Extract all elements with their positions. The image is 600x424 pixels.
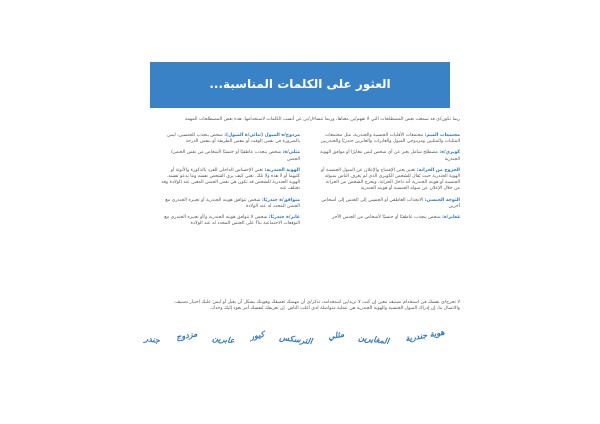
glossary-entry [320,168,460,193]
glossary-definition: الانجذاب العاطفي أو الجنسي إلى الجنس إلى أشخاص آخرين [321,197,460,209]
glossary-definition: شخص لا تتوافق هويته الجندرية و/أو تعبيره الجندري مع التوقعات الاجتماعية بناءً على الجنس المحدد له عند الولادة [164,215,300,227]
glossary-term: عابر/ة جندريًا: [268,215,300,221]
glossary-term: التوجه الجنسي: [424,197,460,203]
handwritten-word: جندر [143,332,161,345]
glossary-entry [320,198,460,210]
handwritten-word: المغايرين [358,331,390,347]
handwritten-word: عابرين [211,332,235,346]
glossary-entry [160,198,300,210]
handwritten-words [143,326,446,347]
left-column [160,133,300,232]
glossary-term: مُغاير/ة: [442,215,460,221]
glossary-entry [320,215,460,221]
glossary-entry [160,150,300,162]
intro-paragraph: ربما تكون/ي قد سمعت بعض المصطلحات التي لا تفهم/ين معناها، وربما تتساءل/ين عن أنسب الكلمات لاستخدامها. هذه بعض المصطلحات المهمة [184,117,460,122]
glossary-term: مزدوج/ة الميول (ثنائي/ة الميول): [224,133,300,138]
handwritten-word: مثلي [327,328,345,342]
handwritten-word: مزدوج [175,328,198,342]
glossary-definition: تعني الإحساس الداخلي للفرد بالذكورة والأنوثة أو كليهما أو لا هذه ولا تلك. تعني كيف يرى الشخص نفسه وما يدعو نفسه. الهوية الجندرية للشخص قد تكون هي نفس الجنس المعين عند الولادة وقد تختلف عنه [161,167,300,192]
glossary-definition: مصطلح شامل يعبر عن أي شخص ليس مغايرًا أو موافق الهوية الجندرية [320,150,460,162]
title-banner [150,62,450,108]
glossary-term: متوافق/ة جندريًا: [261,197,300,203]
handwritten-word: الترسكس [278,331,313,347]
glossary-entry [160,215,300,227]
glossary-definition: شخص ينجذب عاطفيًا أو جنسيًا لأشخاص من الجنس الآخر [332,215,443,221]
handwritten-word: هوية جندرية [404,326,446,344]
glossary-term: كويري/ة: [439,150,460,156]
glossary-entry [160,168,300,193]
footer-paragraph: لا تحرج/ي نفسك في استخدام تصنيف معين إن كنت لا تريد/ين استخدامه، تذكر/ي أن مهمتك تعميقك وهويتك بشكل آن يقبل أو ليس عليك اختيار تصنيف. والاتصال بنا، إن إدراك الميول الجنسية والهوية الجندرية هي عملية متواصلة لدى أغلب الناس. إن تعريفك لنفسك أمر يعود إليك وحدك. [173,300,460,312]
glossary-term: مجتمعات الميم: [424,133,460,138]
handwritten-word: كيور [249,328,266,342]
glossary-definition: شخص تتوافق هويته الجندرية أو تعبيره الجندري مع الجنس المحدد له عند الولادة [165,197,300,209]
glossary-definition: مجتمعات الأقليات الجنسية والجندرية، مثل مجتمعات المثليات والمثليين ومزدوجي الميول والعابرات والعابرين جندريًا والجندريين [320,133,460,145]
glossary-term: مثلي/ة: [282,150,300,156]
glossary-entry [160,133,300,145]
page-title: العثور على الكلمات المناسبة... [209,77,391,91]
glossary-entry [320,133,460,145]
glossary-definition: شخص ينجذب عاطفيًا أو جنسيًا لأشخاص من نفس الجنس/الجنس [170,150,300,162]
glossary-definition: تعبير يعني الإفصاح والإعلان عن الميول الجنسية أو الهوية الجندرية حيث يُقال للشخص الكويري الذي لم يعرف الناس بميوله الجنسية أو هويته الجندرية أنه داخل الخزانة، ويخرج الشخص من الخزانة من خلال الإعلان عن ميوله الجنسية أو هويته الجندرية [321,167,460,192]
document-page [140,0,460,424]
glossary-entry [320,150,460,162]
right-column [320,133,460,226]
glossary-term: الهوية الجندرية: [264,167,300,173]
glossary-definition: شخص ينجذب للجنسين، ليس بالضرورة في نفس الوقت أو بنفس الطريقة أو بنفس الدرجة [167,133,300,145]
glossary-term: الخروج من الخزانة: [416,167,460,173]
